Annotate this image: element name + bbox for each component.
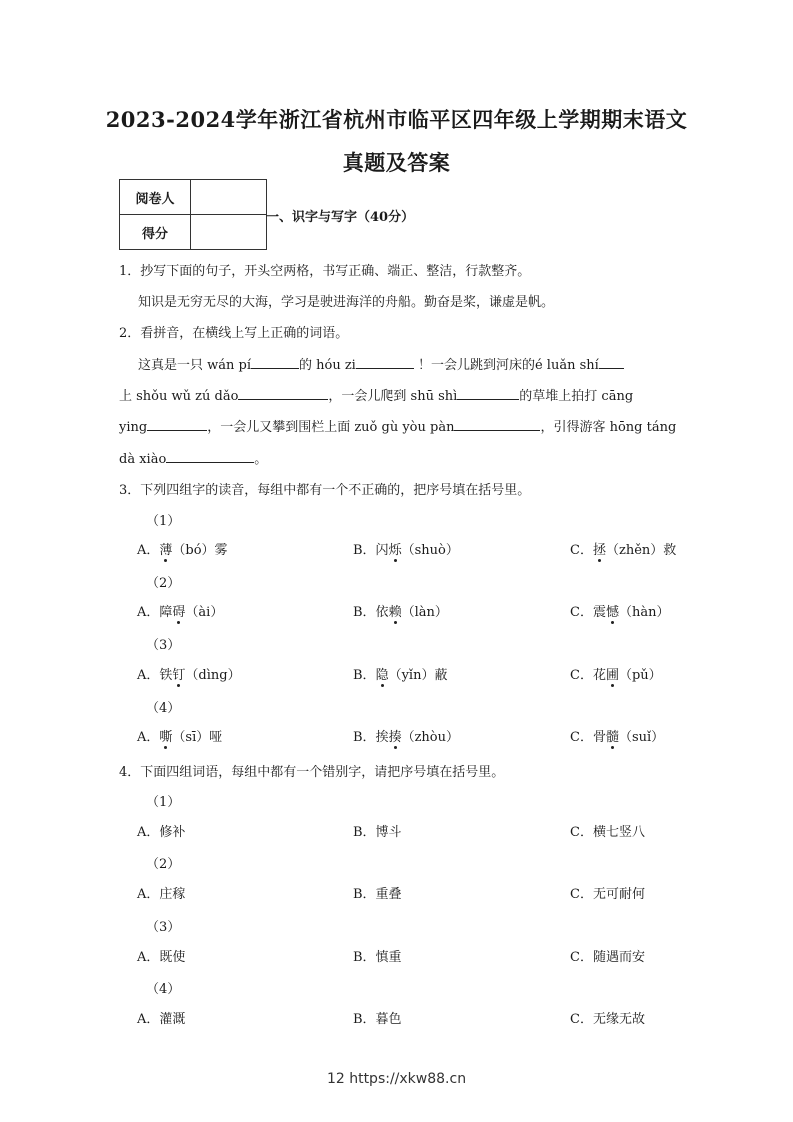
option-text: B．依 <box>353 605 389 620</box>
option-text: （pǔ） <box>618 668 662 683</box>
marked-char: 烁 <box>388 543 402 558</box>
option-c[interactable] <box>570 726 664 745</box>
q1-stem: 1．抄写下面的句子，开头空两格，书写正确、端正、整洁，行款整齐。 <box>119 264 531 279</box>
option-text: C． <box>570 543 593 558</box>
q3-options-row <box>137 539 677 557</box>
option-text: B．闪 <box>353 543 389 558</box>
q2-pinyin-text: dà xiào <box>119 452 167 467</box>
q4-stem: 4．下面四组词语，每组中都有一个错别字，请把序号填在括号里。 <box>119 765 505 780</box>
q2-stem: 2．看拼音，在横线上写上正确的词语。 <box>119 326 349 341</box>
option-c[interactable] <box>570 664 662 683</box>
marked-char: 拯 <box>592 543 606 558</box>
option-text: B．挨 <box>353 730 389 745</box>
option-text: （zhòu） <box>401 730 459 745</box>
answer-blank[interactable] <box>457 387 519 400</box>
score-label: 得分 <box>120 215 191 250</box>
q4-group-label: （4） <box>146 982 181 997</box>
q2-line1 <box>138 354 624 373</box>
option-a[interactable]: A．庄稼 <box>137 887 186 902</box>
option-text: （shuò） <box>401 543 459 558</box>
score-table <box>119 179 267 250</box>
q4-options-row <box>137 883 677 901</box>
option-text: A． <box>137 730 160 745</box>
option-c[interactable] <box>570 539 676 558</box>
marked-char: 圃 <box>605 668 619 683</box>
option-a[interactable]: A．灌溉 <box>137 1012 186 1027</box>
reviewer-blank <box>191 180 267 215</box>
option-text: （suǐ） <box>618 730 665 745</box>
q2-line2 <box>119 385 633 404</box>
q4-group-label: （1） <box>146 795 181 810</box>
page-footer: 12 https://xkw88.cn <box>326 1071 467 1087</box>
q3-options-row <box>137 601 677 619</box>
q3-group-label: （2） <box>146 576 181 591</box>
option-b[interactable] <box>353 601 448 620</box>
q3-group-label: （4） <box>146 701 181 716</box>
option-text: A．铁 <box>137 668 173 683</box>
q4-options-row <box>137 821 677 839</box>
option-text: （dìng） <box>185 668 241 683</box>
option-text: C．花 <box>570 668 606 683</box>
q2-pinyin-text: 的草堆上拍打 cāng <box>519 389 634 404</box>
marked-char: 碍 <box>172 605 186 620</box>
q2-line4 <box>119 448 267 467</box>
option-b[interactable]: B．博斗 <box>353 825 402 840</box>
q2-pinyin-text: ying <box>119 420 148 435</box>
option-c[interactable] <box>570 601 669 620</box>
option-text: A． <box>137 543 160 558</box>
option-b[interactable]: B．慎重 <box>353 950 402 965</box>
answer-blank[interactable] <box>147 418 207 431</box>
q2-pinyin-text: 这真是一只 wán pí <box>138 358 251 373</box>
document-title-line2: 真题及答案 <box>342 150 451 175</box>
q2-pinyin-text: ，一会儿又攀到围栏上面 zuǒ gù yòu pàn <box>207 420 455 435</box>
option-a[interactable]: A．既使 <box>137 950 186 965</box>
option-text: （ài） <box>185 605 224 620</box>
score-blank <box>191 215 267 250</box>
q3-stem: 3．下列四组字的读音，每组中都有一个不正确的，把序号填在括号里。 <box>119 483 531 498</box>
marked-char: 钉 <box>172 668 186 683</box>
option-b[interactable]: B．暮色 <box>353 1012 402 1027</box>
option-a[interactable] <box>137 539 228 558</box>
q3-options-row <box>137 664 677 682</box>
reviewer-label: 阅卷人 <box>120 180 191 215</box>
answer-blank[interactable] <box>356 356 414 369</box>
q2-pinyin-text: 上 shǒu wǔ zú dǎo <box>119 389 239 404</box>
q3-group-label: （1） <box>146 514 181 529</box>
q4-options-row <box>137 1008 677 1026</box>
option-c[interactable]: C．横七竖八 <box>570 825 645 840</box>
marked-char: 隐 <box>375 668 389 683</box>
option-text: （làn） <box>401 605 448 620</box>
option-b[interactable]: B．重叠 <box>353 887 402 902</box>
q4-options-row <box>137 946 677 964</box>
marked-char: 嘶 <box>159 730 173 745</box>
marked-char: 赖 <box>388 605 402 620</box>
option-b[interactable] <box>353 664 447 683</box>
answer-blank[interactable] <box>238 387 328 400</box>
option-c[interactable]: C．无缘无故 <box>570 1012 645 1027</box>
option-a[interactable] <box>137 726 222 745</box>
option-c[interactable]: C．随遇而安 <box>570 950 645 965</box>
q2-pinyin-text: ，引得游客 hōng táng <box>540 420 677 435</box>
answer-blank[interactable] <box>166 450 254 463</box>
q2-pinyin-text: ！一会儿跳到河床的é luǎn shí <box>413 358 599 373</box>
q3-options-row <box>137 726 677 744</box>
q2-line3 <box>119 416 676 435</box>
option-text: B． <box>353 668 376 683</box>
q4-group-label: （2） <box>146 857 181 872</box>
section-heading: 一、识字与写字（40分） <box>266 210 415 225</box>
answer-blank[interactable] <box>599 356 624 369</box>
option-text: （sī）哑 <box>172 730 223 745</box>
option-text: A．障 <box>137 605 173 620</box>
option-a[interactable]: A．修补 <box>137 825 186 840</box>
q4-group-label: （3） <box>146 920 181 935</box>
option-text: （zhěn）救 <box>605 543 677 558</box>
option-c[interactable]: C．无可耐何 <box>570 887 645 902</box>
marked-char: 揍 <box>388 730 402 745</box>
option-b[interactable] <box>353 539 459 558</box>
q2-pinyin-text: 。 <box>254 452 268 467</box>
answer-blank[interactable] <box>454 418 540 431</box>
option-a[interactable] <box>137 601 223 620</box>
answer-blank[interactable] <box>251 356 299 369</box>
q3-group-label: （3） <box>146 638 181 653</box>
option-text: C．震 <box>570 605 606 620</box>
marked-char: 髓 <box>605 730 619 745</box>
document-title-line1: 2023-2024学年浙江省杭州市临平区四年级上学期期末语文 <box>105 107 688 132</box>
option-text: （yǐn）蔽 <box>388 668 448 683</box>
marked-char: 薄 <box>159 543 173 558</box>
option-b[interactable] <box>353 726 459 745</box>
option-a[interactable] <box>137 664 241 683</box>
marked-char: 憾 <box>605 605 619 620</box>
q2-pinyin-text: ，一会儿爬到 shū shì <box>328 389 458 404</box>
option-text: （bó）雾 <box>172 543 228 558</box>
option-text: C．骨 <box>570 730 606 745</box>
q2-pinyin-text: 的 hóu zi <box>299 358 356 373</box>
q1-text: 知识是无穷无尽的大海，学习是驶进海洋的舟船。勤奋是桨，谦虚是帆。 <box>138 295 555 310</box>
option-text: （hàn） <box>618 605 670 620</box>
